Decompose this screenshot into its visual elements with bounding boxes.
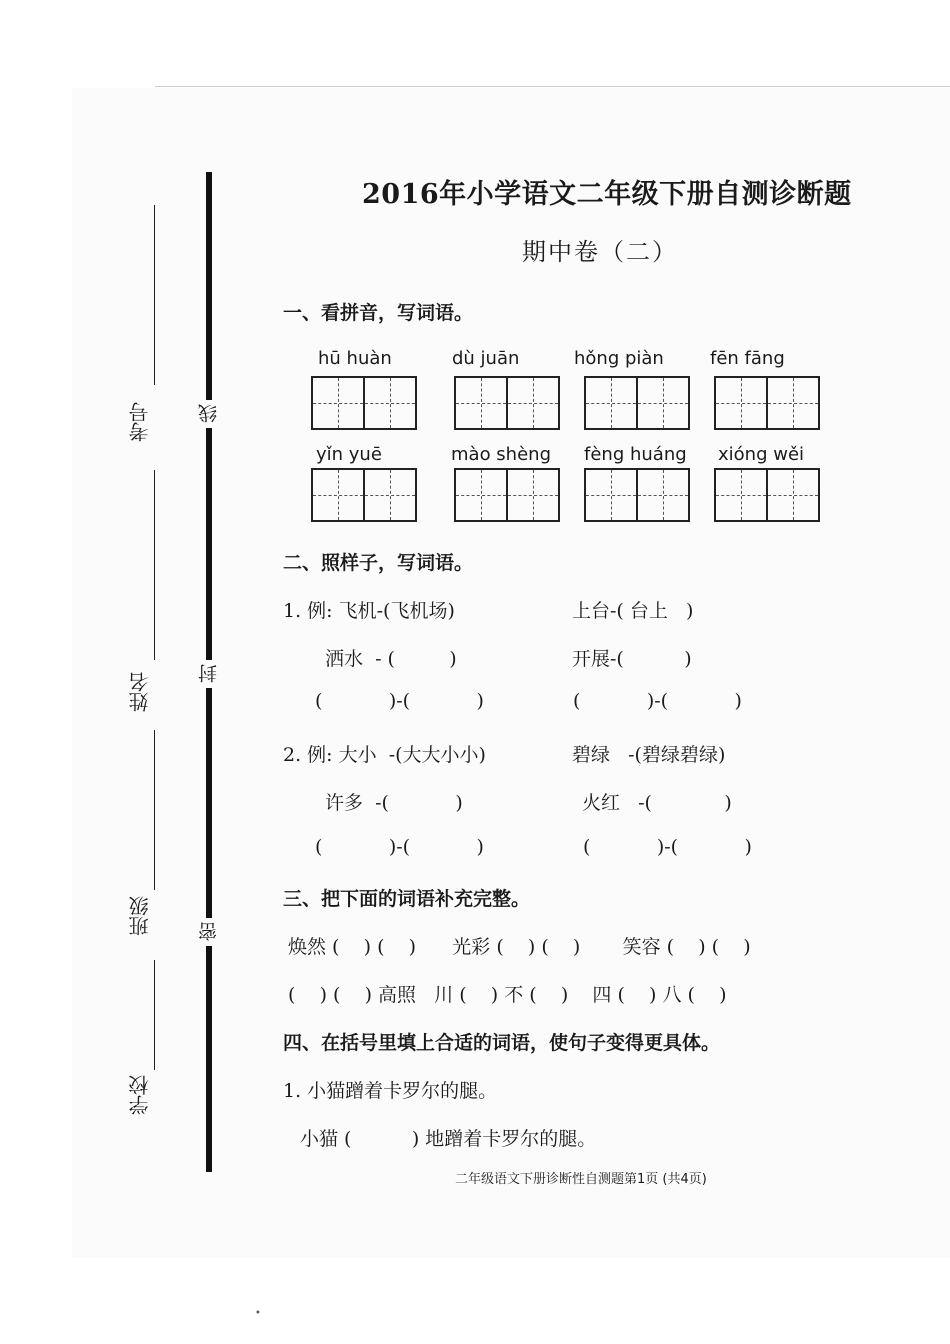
class-label: 班级 (128, 896, 152, 936)
writing-box-7[interactable] (584, 468, 690, 522)
school-line (154, 960, 155, 1070)
exam-number-label: 考号 (128, 402, 152, 442)
s3-line-2: ( ) ( ) 高照 川 ( ) 不 ( ) 四 ( ) 八 ( ) (288, 984, 727, 1006)
seal-char-mi: 密 (198, 918, 222, 946)
s4-line-1: 1. 小猫蹭着卡罗尔的腿。 (283, 1080, 498, 1102)
s2-blank-row1-b: ( )-( ) (573, 690, 742, 712)
writing-box-8[interactable] (714, 468, 820, 522)
s2-blank-row2-b: ( )-( ) (583, 836, 752, 858)
pinyin-3: hǒng piàn (574, 348, 664, 369)
s2-example-1b: 上台-( 台上 ) (572, 600, 694, 622)
s2-example-1: 1. 例: 飞机-(飞机场) (283, 600, 455, 622)
section1-heading: 一、看拼音，写词语。 (283, 302, 474, 324)
writing-box-3[interactable] (584, 376, 690, 430)
pinyin-5: yǐn yuē (316, 444, 382, 465)
writing-box-1[interactable] (311, 376, 417, 430)
page-title: 2016年小学语文二年级下册自测诊断题 (362, 179, 852, 210)
school-label: 学校 (128, 1075, 152, 1115)
writing-box-6[interactable] (454, 468, 560, 522)
page-subtitle: 期中卷（二） (522, 238, 678, 266)
s2-item-sashui: 洒水 - ( ) (325, 648, 457, 670)
top-rule (155, 86, 950, 87)
exam-number-line (154, 205, 155, 385)
s2-item-huohong: 火红 -( ) (582, 792, 732, 814)
s2-blank-row2-a: ( )-( ) (315, 836, 484, 858)
s2-item-kaizhan: 开展-( ) (572, 648, 692, 670)
pinyin-2: dù juān (452, 348, 520, 369)
s2-example-2b: 碧绿 -(碧绿碧绿) (572, 744, 726, 766)
writing-box-4[interactable] (714, 376, 820, 430)
scan-mark: • (255, 1308, 261, 1319)
page-footer: 二年级语文下册诊断性自测题第1页 (共4页) (455, 1172, 707, 1187)
section2-heading: 二、照样子，写词语。 (283, 552, 474, 574)
s4-line-2: 小猫 ( ) 地蹭着卡罗尔的腿。 (300, 1128, 597, 1150)
pinyin-1: hū huàn (318, 348, 392, 369)
pinyin-6: mào shèng (451, 444, 551, 465)
s2-blank-row1-a: ( )-( ) (315, 690, 484, 712)
s2-item-xuduo: 许多 -( ) (325, 792, 463, 814)
section3-heading: 三、把下面的词语补充完整。 (283, 888, 531, 910)
writing-box-5[interactable] (311, 468, 417, 522)
s2-example-2: 2. 例: 大小 -(大大小小) (283, 744, 486, 766)
name-line (154, 470, 155, 660)
seal-char-xian: 线 (198, 400, 222, 428)
writing-box-2[interactable] (454, 376, 560, 430)
class-line (154, 730, 155, 890)
pinyin-8: xióng wěi (718, 444, 805, 465)
pinyin-7: fèng huáng (584, 444, 687, 465)
seal-char-feng: 封 (198, 660, 222, 688)
section4-heading: 四、在括号里填上合适的词语，使句子变得更具体。 (283, 1032, 721, 1054)
s3-line-1: 焕然 ( ) ( ) 光彩 ( ) ( ) 笑容 ( ) ( ) (288, 936, 751, 958)
name-label: 姓名 (128, 672, 152, 712)
pinyin-4: fēn fāng (710, 348, 785, 369)
